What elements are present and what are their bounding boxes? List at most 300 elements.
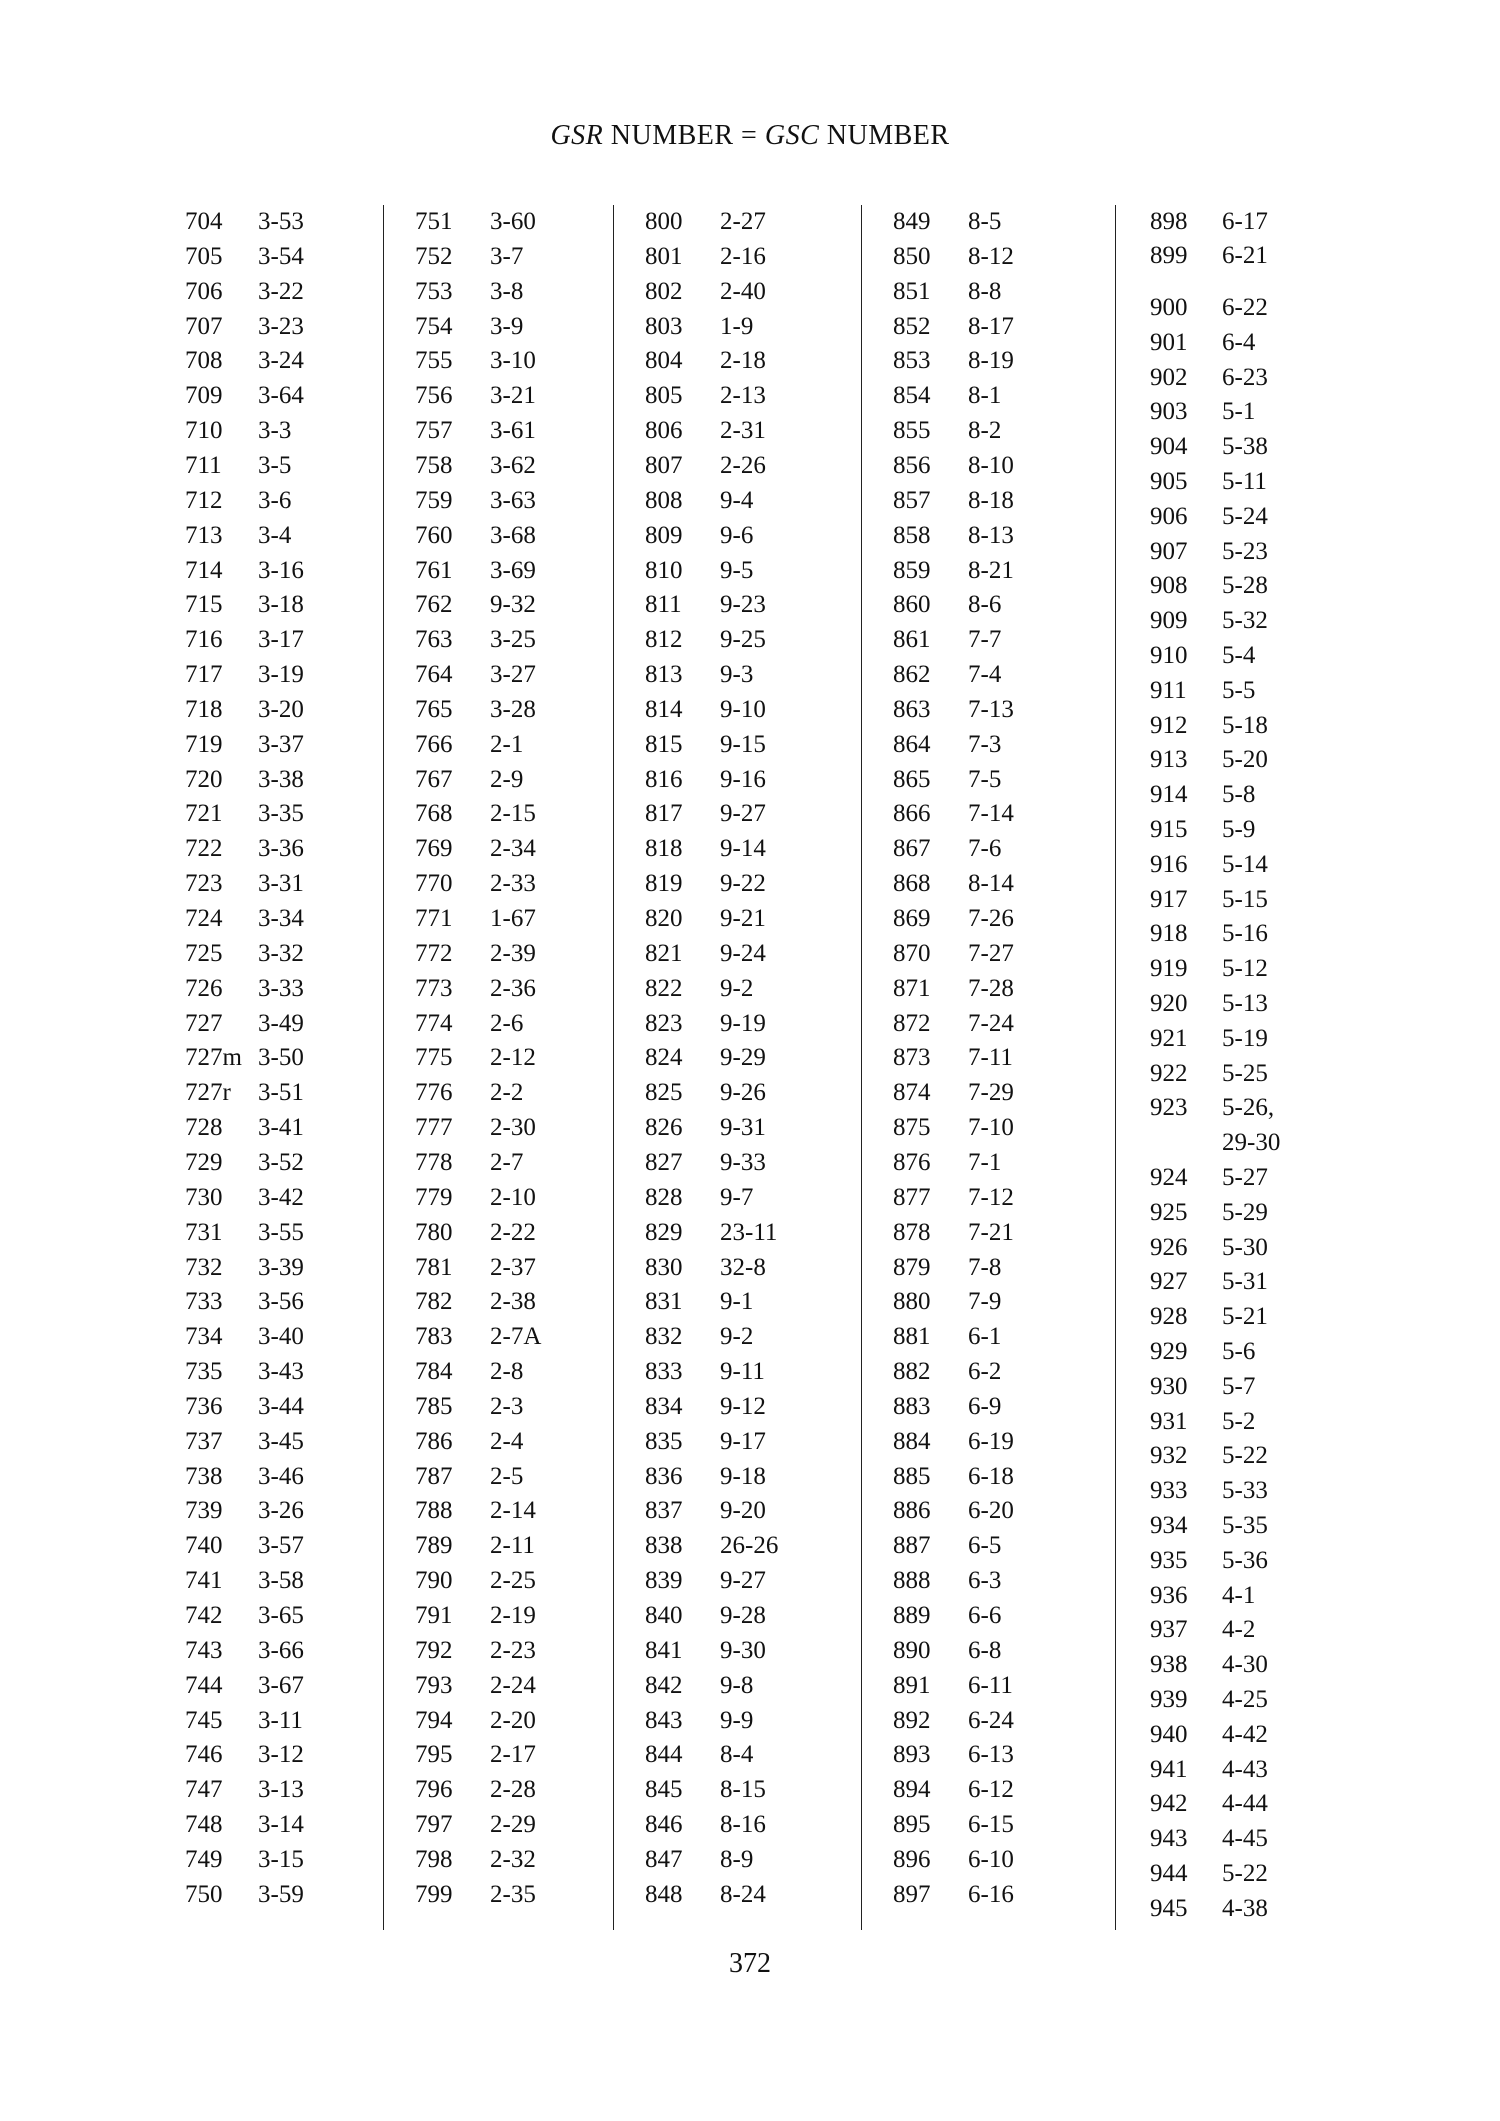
gsr-number: 807 [645, 451, 683, 479]
gsc-number: 2-25 [490, 1567, 536, 1595]
gsr-number: 742 [185, 1602, 223, 1629]
gsr-number: 856 [893, 451, 931, 479]
gsr-number: 908 [1150, 572, 1188, 600]
gsr-number: 923 [1150, 1094, 1188, 1122]
gsc-number: 6-10 [968, 1845, 1014, 1873]
gsr-number: 883 [893, 1392, 931, 1420]
gsr-number: 889 [893, 1602, 931, 1629]
gsc-number: 9-25 [720, 626, 766, 654]
gsr-number: 804 [645, 347, 683, 375]
gsc-number: 3-41 [258, 1114, 304, 1142]
gsc-number: 4-42 [1222, 1720, 1268, 1748]
gsr-number: 790 [415, 1567, 453, 1595]
gsc-number: 8-2 [968, 417, 1002, 445]
gsr-number: 816 [645, 765, 683, 793]
gsc-number: 8-4 [720, 1741, 754, 1769]
gsr-number: 884 [893, 1427, 931, 1455]
gsr-number: 873 [893, 1044, 931, 1072]
gsc-number: 7-21 [968, 1218, 1014, 1246]
gsc-number: 6-21 [1222, 242, 1268, 269]
gsr-number: 842 [645, 1671, 683, 1699]
gsr-number: 920 [1150, 990, 1188, 1017]
gsr-number: 817 [645, 800, 683, 828]
gsc-number: 7-29 [968, 1079, 1014, 1107]
gsr-number: 926 [1150, 1233, 1188, 1261]
gsr-number: 898 [1150, 208, 1188, 235]
gsr-number: 766 [415, 730, 453, 758]
gsc-number: 2-23 [490, 1636, 536, 1664]
gsr-number: 944 [1150, 1860, 1188, 1887]
gsr-number: 730 [185, 1183, 223, 1211]
gsc-number: 5-22 [1222, 1860, 1268, 1887]
gsc-number: 7-1 [968, 1148, 1002, 1176]
gsr-number: 793 [415, 1671, 453, 1699]
gsr-number: 727r [185, 1079, 231, 1107]
gsr-number: 936 [1150, 1581, 1188, 1609]
gsc-number: 6-4 [1222, 328, 1256, 356]
gsr-number: 843 [645, 1706, 683, 1734]
gsc-number: 4-44 [1222, 1790, 1268, 1818]
gsc-number: 7-24 [968, 1009, 1014, 1037]
gsc-number: 6-5 [968, 1532, 1002, 1560]
gsc-number: 8-15 [720, 1776, 766, 1804]
gsc-number: 6-16 [968, 1880, 1014, 1908]
gsc-number: 4-2 [1222, 1616, 1256, 1644]
gsc-number: 9-1 [720, 1288, 754, 1316]
gsr-number: 822 [645, 974, 683, 1002]
gsr-number: 806 [645, 417, 683, 445]
gsr-number: 706 [185, 277, 223, 305]
gsr-number: 778 [415, 1148, 453, 1176]
gsr-number: 935 [1150, 1546, 1188, 1574]
gsr-number: 752 [415, 242, 453, 270]
gsr-number: 891 [893, 1671, 931, 1699]
gsr-number: 858 [893, 521, 931, 549]
gsr-number: 840 [645, 1602, 683, 1629]
gsr-number: 918 [1150, 920, 1188, 948]
gsc-number: 3-42 [258, 1183, 304, 1211]
gsr-number: 757 [415, 417, 453, 445]
gsc-number: 3-56 [258, 1288, 304, 1316]
gsr-number: 733 [185, 1288, 223, 1316]
gsr-number: 813 [645, 661, 683, 689]
gsc-number: 3-53 [258, 208, 304, 235]
gsc-number: 9-10 [720, 695, 766, 723]
gsc-number: 32-8 [720, 1253, 766, 1281]
gsr-number: 835 [645, 1427, 683, 1455]
gsc-number: 3-20 [258, 695, 304, 723]
gsr-number: 808 [645, 486, 683, 514]
gsc-number: 3-6 [258, 486, 292, 514]
gsc-number: 5-25 [1222, 1059, 1268, 1087]
gsc-number: 4-43 [1222, 1755, 1268, 1783]
table-column-4 [893, 205, 1103, 1930]
gsc-number: 6-18 [968, 1462, 1014, 1490]
gsc-number: 2-9 [490, 765, 524, 793]
gsr-number: 896 [893, 1845, 931, 1873]
gsr-number: 876 [893, 1148, 931, 1176]
gsc-number: 5-27 [1222, 1164, 1268, 1191]
gsr-number: 711 [185, 451, 222, 479]
gsr-number: 735 [185, 1358, 223, 1386]
gsc-number: 6-13 [968, 1741, 1014, 1769]
gsr-number: 794 [415, 1706, 453, 1734]
gsc-number: 3-7 [490, 242, 524, 270]
gsr-number: 739 [185, 1497, 223, 1525]
gsc-number: 4-38 [1222, 1894, 1268, 1922]
gsc-number: 2-29 [490, 1811, 536, 1839]
gsc-number: 2-31 [720, 417, 766, 445]
gsr-number: 859 [893, 556, 931, 584]
gsc-number: 2-8 [490, 1358, 524, 1386]
gsc-number: 3-40 [258, 1323, 304, 1351]
gsc-number: 7-3 [968, 730, 1002, 758]
gsr-number: 803 [645, 312, 683, 340]
gsr-number: 939 [1150, 1686, 1188, 1713]
gsc-number: 2-39 [490, 939, 536, 967]
gsr-number: 921 [1150, 1024, 1188, 1052]
gsc-number: 7-9 [968, 1288, 1002, 1316]
gsc-number: 3-27 [490, 661, 536, 689]
gsc-number: 3-5 [258, 451, 292, 479]
gsr-number: 717 [185, 661, 223, 689]
gsc-number: 2-37 [490, 1253, 536, 1281]
gsc-number: 2-7 [490, 1148, 524, 1176]
gsr-number: 825 [645, 1079, 683, 1107]
gsc-number: 3-55 [258, 1218, 304, 1246]
gsc-number: 3-65 [258, 1602, 304, 1629]
gsr-number: 862 [893, 661, 931, 689]
gsr-number: 823 [645, 1009, 683, 1037]
gsr-number: 942 [1150, 1790, 1188, 1818]
gsr-number: 744 [185, 1671, 223, 1699]
gsc-number: 5-9 [1222, 816, 1256, 843]
gsc-number: 3-66 [258, 1636, 304, 1664]
gsc-number: 8-6 [968, 591, 1002, 619]
header-tail: NUMBER [819, 120, 950, 151]
gsr-number: 899 [1150, 242, 1188, 269]
gsr-number: 769 [415, 835, 453, 863]
gsr-number: 851 [893, 277, 931, 305]
gsr-number: 928 [1150, 1303, 1188, 1331]
gsr-number: 728 [185, 1114, 223, 1142]
gsr-number: 763 [415, 626, 453, 654]
gsc-number: 5-8 [1222, 781, 1256, 809]
gsr-number: 787 [415, 1462, 453, 1490]
gsc-number: 2-15 [490, 800, 536, 828]
gsc-number: 3-24 [258, 347, 304, 375]
gsc-number: 9-23 [720, 591, 766, 619]
gsc-number: 7-5 [968, 765, 1002, 793]
gsc-number: 9-6 [720, 521, 754, 549]
gsc-number: 3-3 [258, 417, 292, 445]
gsr-number: 849 [893, 208, 931, 235]
column-divider [1115, 205, 1116, 1930]
gsr-number: 904 [1150, 433, 1188, 461]
gsc-number: 2-2 [490, 1079, 524, 1107]
gsr-number: 938 [1150, 1651, 1188, 1679]
gsc-number: 8-1 [968, 382, 1002, 410]
gsr-number: 832 [645, 1323, 683, 1351]
gsc-number: 5-38 [1222, 433, 1268, 461]
gsc-number: 3-18 [258, 591, 304, 619]
header-gsc: GSC [764, 120, 820, 151]
gsr-number: 890 [893, 1636, 931, 1664]
gsc-number: 3-54 [258, 242, 304, 270]
gsr-number: 709 [185, 382, 223, 410]
gsr-number: 779 [415, 1183, 453, 1211]
gsc-number: 1-9 [720, 312, 754, 340]
gsr-number: 718 [185, 695, 223, 723]
gsc-number: 8-18 [968, 486, 1014, 514]
gsr-number: 871 [893, 974, 931, 1002]
gsr-number: 877 [893, 1183, 931, 1211]
gsc-number: 2-3 [490, 1392, 524, 1420]
gsc-number: 8-8 [968, 277, 1002, 305]
gsc-number: 8-21 [968, 556, 1014, 584]
gsc-number: 3-22 [258, 277, 304, 305]
gsc-number: 9-21 [720, 905, 766, 932]
gsr-number: 774 [415, 1009, 453, 1037]
gsr-number: 847 [645, 1845, 683, 1873]
gsr-number: 753 [415, 277, 453, 305]
gsc-number: 6-2 [968, 1358, 1002, 1386]
gsr-number: 725 [185, 939, 223, 967]
gsc-number: 8-10 [968, 451, 1014, 479]
gsr-number: 913 [1150, 746, 1188, 774]
gsr-number: 751 [415, 208, 453, 235]
gsc-number: 9-16 [720, 765, 766, 793]
gsr-number: 903 [1150, 398, 1188, 426]
gsc-number: 8-17 [968, 312, 1014, 340]
gsc-number: 7-14 [968, 800, 1014, 828]
gsc-number: 5-35 [1222, 1512, 1268, 1539]
gsc-number: 2-1 [490, 730, 524, 758]
gsc-number: 8-24 [720, 1880, 766, 1908]
gsc-number: 8-5 [968, 208, 1002, 235]
gsc-number: 2-11 [490, 1532, 535, 1560]
gsr-number: 743 [185, 1636, 223, 1664]
gsr-number: 837 [645, 1497, 683, 1525]
gsc-number: 9-30 [720, 1636, 766, 1664]
gsc-number: 4-30 [1222, 1651, 1268, 1679]
gsr-number: 750 [185, 1880, 223, 1908]
gsr-number: 916 [1150, 850, 1188, 878]
gsr-number: 888 [893, 1567, 931, 1595]
gsr-number: 861 [893, 626, 931, 654]
gsr-number: 915 [1150, 816, 1188, 843]
gsr-number: 812 [645, 626, 683, 654]
gsc-number: 9-9 [720, 1706, 754, 1734]
gsc-number: 3-59 [258, 1880, 304, 1908]
gsc-number: 3-51 [258, 1079, 304, 1107]
gsr-number: 831 [645, 1288, 683, 1316]
gsr-number: 870 [893, 939, 931, 967]
gsc-number: 2-34 [490, 835, 536, 863]
gsc-number: 7-28 [968, 974, 1014, 1002]
gsr-number: 784 [415, 1358, 453, 1386]
gsr-number: 910 [1150, 642, 1188, 669]
gsr-number: 864 [893, 730, 931, 758]
gsc-number: 2-33 [490, 870, 536, 898]
gsr-number: 906 [1150, 502, 1188, 530]
gsc-number: 9-20 [720, 1497, 766, 1525]
gsr-number: 911 [1150, 676, 1187, 704]
gsr-number: 933 [1150, 1477, 1188, 1505]
gsc-number: 5-4 [1222, 642, 1256, 669]
gsr-number: 919 [1150, 955, 1188, 983]
gsc-number: 3-45 [258, 1427, 304, 1455]
gsc-number: 3-49 [258, 1009, 304, 1037]
gsc-number: 5-5 [1222, 676, 1256, 704]
gsr-number: 905 [1150, 468, 1188, 495]
gsr-number: 821 [645, 939, 683, 967]
gsr-number: 865 [893, 765, 931, 793]
gsc-number: 29-30 [1222, 1129, 1281, 1157]
gsr-number: 773 [415, 974, 453, 1002]
gsc-number: 3-12 [258, 1741, 304, 1769]
gsr-number: 713 [185, 521, 223, 549]
gsc-number: 3-32 [258, 939, 304, 967]
gsc-number: 3-21 [490, 382, 536, 410]
gsr-number: 788 [415, 1497, 453, 1525]
table-column-2 [415, 205, 625, 1930]
gsc-number: 6-3 [968, 1567, 1002, 1595]
gsc-number: 6-24 [968, 1706, 1014, 1734]
gsc-number: 7-26 [968, 905, 1014, 932]
gsr-number: 745 [185, 1706, 223, 1734]
gsr-number: 755 [415, 347, 453, 375]
gsc-number: 5-1 [1222, 398, 1256, 426]
gsr-number: 852 [893, 312, 931, 340]
gsr-number: 836 [645, 1462, 683, 1490]
gsc-number: 5-20 [1222, 746, 1268, 774]
gsc-number: 2-10 [490, 1183, 536, 1211]
gsc-number: 9-27 [720, 800, 766, 828]
gsr-number: 772 [415, 939, 453, 967]
gsc-number: 3-43 [258, 1358, 304, 1386]
gsr-number: 846 [645, 1811, 683, 1839]
gsc-number: 6-9 [968, 1392, 1002, 1420]
gsc-number: 8-13 [968, 521, 1014, 549]
gsc-number: 5-36 [1222, 1546, 1268, 1574]
gsc-number: 9-2 [720, 974, 754, 1002]
gsc-number: 9-11 [720, 1358, 765, 1386]
gsc-number: 5-7 [1222, 1372, 1256, 1400]
gsc-number: 7-13 [968, 695, 1014, 723]
gsc-number: 3-9 [490, 312, 524, 340]
gsr-number: 811 [645, 591, 682, 619]
gsc-number: 2-19 [490, 1602, 536, 1629]
gsr-number: 893 [893, 1741, 931, 1769]
gsr-number: 880 [893, 1288, 931, 1316]
gsr-number: 748 [185, 1811, 223, 1839]
gsr-number: 886 [893, 1497, 931, 1525]
gsc-number: 9-28 [720, 1602, 766, 1629]
gsc-number: 2-22 [490, 1218, 536, 1246]
gsc-number: 5-13 [1222, 990, 1268, 1017]
gsc-number: 9-22 [720, 870, 766, 898]
gsr-number: 708 [185, 347, 223, 375]
gsc-number: 3-61 [490, 417, 536, 445]
gsc-number: 5-24 [1222, 502, 1268, 530]
gsr-number: 912 [1150, 711, 1188, 739]
gsc-number: 6-15 [968, 1811, 1014, 1839]
gsr-number: 855 [893, 417, 931, 445]
gsc-number: 5-29 [1222, 1198, 1268, 1226]
gsr-number: 834 [645, 1392, 683, 1420]
gsc-number: 8-12 [968, 242, 1014, 270]
gsr-number: 770 [415, 870, 453, 898]
gsr-number: 810 [645, 556, 683, 584]
gsc-number: 8-14 [968, 870, 1014, 898]
gsc-number: 3-10 [490, 347, 536, 375]
gsc-number: 3-57 [258, 1532, 304, 1560]
gsc-number: 3-50 [258, 1044, 304, 1072]
gsr-number: 761 [415, 556, 453, 584]
gsr-number: 902 [1150, 363, 1188, 391]
gsr-number: 721 [185, 800, 223, 828]
gsc-number: 9-32 [490, 591, 536, 619]
gsc-number: 9-8 [720, 1671, 754, 1699]
gsc-number: 3-16 [258, 556, 304, 584]
gsr-number: 765 [415, 695, 453, 723]
gsc-number: 3-60 [490, 208, 536, 235]
gsr-number: 820 [645, 905, 683, 932]
gsc-number: 3-46 [258, 1462, 304, 1490]
gsr-number: 747 [185, 1776, 223, 1804]
gsr-number: 741 [185, 1567, 223, 1595]
gsc-number: 9-3 [720, 661, 754, 689]
gsr-number: 764 [415, 661, 453, 689]
gsc-number: 3-64 [258, 382, 304, 410]
gsr-number: 815 [645, 730, 683, 758]
gsc-number: 2-6 [490, 1009, 524, 1037]
gsr-number: 819 [645, 870, 683, 898]
gsc-number: 9-18 [720, 1462, 766, 1490]
gsc-number: 3-11 [258, 1706, 303, 1734]
gsc-number: 23-11 [720, 1218, 778, 1246]
gsc-number: 3-39 [258, 1253, 304, 1281]
gsc-number: 5-19 [1222, 1024, 1268, 1052]
gsc-number: 2-18 [720, 347, 766, 375]
gsr-number: 828 [645, 1183, 683, 1211]
gsr-number: 930 [1150, 1372, 1188, 1400]
gsc-number: 3-33 [258, 974, 304, 1002]
table-column-1 [185, 205, 395, 1930]
gsr-number: 736 [185, 1392, 223, 1420]
gsc-number: 2-27 [720, 208, 766, 235]
gsr-number: 830 [645, 1253, 683, 1281]
gsr-number: 867 [893, 835, 931, 863]
gsc-number: 6-20 [968, 1497, 1014, 1525]
gsr-number: 894 [893, 1776, 931, 1804]
gsr-number: 932 [1150, 1442, 1188, 1470]
gsc-number: 9-19 [720, 1009, 766, 1037]
gsc-number: 9-2 [720, 1323, 754, 1351]
gsr-number: 940 [1150, 1720, 1188, 1748]
table-column-3 [645, 205, 855, 1930]
gsr-number: 945 [1150, 1894, 1188, 1922]
gsc-number: 3-19 [258, 661, 304, 689]
gsc-number: 8-9 [720, 1845, 754, 1873]
gsc-number: 3-36 [258, 835, 304, 863]
gsc-number: 3-68 [490, 521, 536, 549]
gsc-number: 6-6 [968, 1602, 1002, 1629]
gsc-number: 3-67 [258, 1671, 304, 1699]
gsr-number: 805 [645, 382, 683, 410]
gsr-number: 845 [645, 1776, 683, 1804]
